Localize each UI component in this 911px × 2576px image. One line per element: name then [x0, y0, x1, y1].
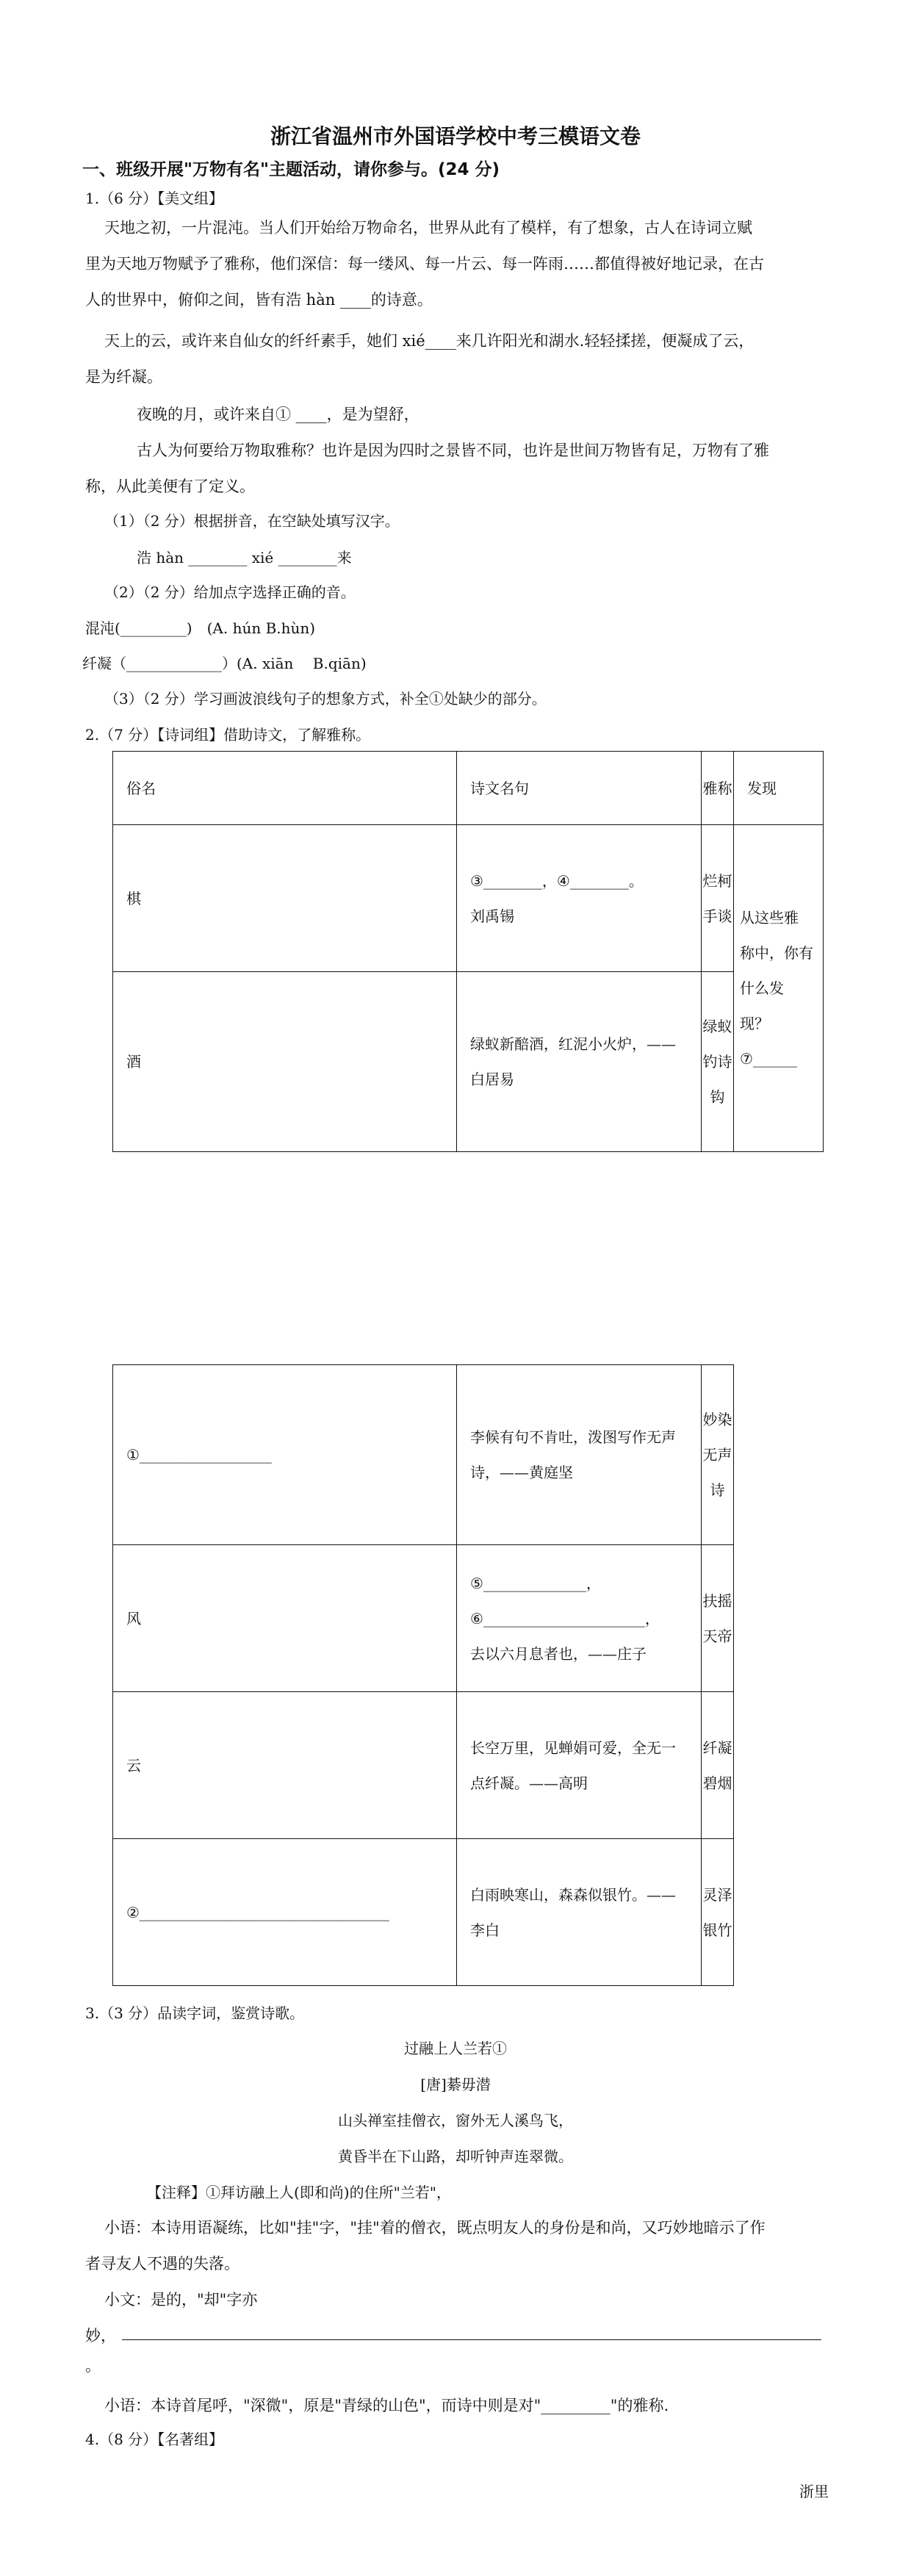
- table-cell-poem: [457, 1365, 702, 1545]
- poem-line: ③________，④________。: [470, 871, 644, 890]
- paragraph-line: 。: [85, 2357, 101, 2375]
- poem-line: ⑥______________________，: [470, 1609, 660, 1627]
- table-cell-poem: [457, 825, 702, 972]
- paragraph-line: 小语：本诗首尾呼，"深微"，原是"青绿的山色"，而诗中则是对"_________"的雅称.: [104, 2397, 669, 2414]
- sub-question-2-item-b: 纤凝（_____________）(A. xiān B.qiān): [82, 655, 367, 672]
- paragraph-line: 妙，: [85, 2327, 116, 2345]
- finding-line: 从这些雅: [740, 909, 799, 927]
- paragraph-line: 古人为何要给万物取雅称？也许是因为四时之景皆不同，也许是世间万物皆有足，万物有了雅: [137, 442, 769, 459]
- finding-line: 现？: [740, 1015, 769, 1032]
- poem-note: 【注释】①拜访融上人(即和尚)的住所"兰若"，: [147, 2184, 452, 2201]
- poem-line: 李候有句不肯吐，泼图写作无声: [470, 1428, 676, 1446]
- paragraph-line: 夜晚的月，或许来自① ____，是为望舒，: [137, 406, 420, 423]
- table-cell-poem: [457, 1839, 702, 1986]
- section-heading: 一、班级开展"万物有名"主题活动，请你参与。(24 分): [82, 160, 500, 179]
- finding-line: ⑦______: [740, 1050, 797, 1068]
- table-cell-alias: 烂柯手谈: [702, 825, 734, 972]
- table-cell-poem: [457, 1692, 702, 1839]
- finding-line: 什么发: [740, 979, 784, 997]
- table-cell-name: 棋: [113, 825, 457, 972]
- paragraph-line: 天上的云，或许来自仙女的纤纤素手，她们 xié____来几许阳光和湖水.轻轻揉搓，便凝成了云，: [104, 332, 755, 350]
- table-header-alias: 雅称: [702, 752, 734, 825]
- question-2-heading: 2.（7 分）【诗词组】借助诗文，了解雅称。: [85, 726, 371, 744]
- table-cell-alias: 纤凝碧烟: [702, 1692, 734, 1839]
- poem-line: ⑤______________，: [470, 1574, 601, 1592]
- table-cell-name: 风: [113, 1545, 457, 1692]
- question-3-heading: 3.（3 分）品读字词，鉴赏诗歌。: [85, 2004, 305, 2022]
- sub-question-1: （1）（2 分）根据拼音，在空缺处填写汉字。: [104, 512, 400, 530]
- sub-question-2: （2）（2 分）给加点字选择正确的音。: [104, 583, 356, 601]
- poem-title: 过融上人兰若①: [404, 2040, 507, 2057]
- poem-line: 黄昏半在下山路，却听钟声连翠微。: [338, 2148, 573, 2165]
- table-cell-alias: 绿蚁钓诗钩: [702, 972, 734, 1152]
- poem-line: 刘禹锡: [470, 907, 514, 925]
- table-header-finding: 发现: [734, 752, 824, 825]
- question-4-heading: 4.（8 分）【名著组】: [85, 2431, 224, 2448]
- table-header-poem: 诗文名句: [457, 752, 702, 825]
- table-cell-poem: [457, 1545, 702, 1692]
- table-cell-name: ①__________________: [113, 1365, 457, 1545]
- poem-line: 白居易: [470, 1071, 514, 1088]
- poem-line: 山头禅室挂僧衣，窗外无人溪鸟飞，: [338, 2112, 573, 2129]
- table-cell-alias: 扶摇天帝: [702, 1545, 734, 1692]
- paragraph-line: 小文：是的，"却"字亦: [104, 2291, 258, 2309]
- table-header-name: 俗名: [113, 752, 457, 825]
- poem-line: 诗，——黄庭坚: [470, 1464, 573, 1481]
- poem-author: [唐]綦毋潜: [420, 2076, 491, 2093]
- paragraph-line: 称，从此美便有了定义。: [85, 478, 255, 495]
- table-cell-name: ②__________________________________: [113, 1839, 457, 1986]
- paragraph-line: 小语：本诗用语凝练，比如"挂"字，"挂"着的僧衣，既点明友人的身份是和尚，又巧妙地暗示了作: [104, 2219, 766, 2237]
- finding-line: 称中，你有: [740, 944, 813, 962]
- table-cell-alias: 灵泽银竹: [702, 1839, 734, 1986]
- sub-question-1-answer: 浩 hàn ________ xié ________来: [137, 549, 352, 566]
- poem-line: 李白: [470, 1921, 500, 1939]
- paragraph-line: 里为天地万物赋予了雅称，他们深信：每一缕风、每一片云、每一阵雨……都值得被好地记录，在古: [85, 255, 764, 273]
- poem-line: 长空万里，见蝉娟可爱，全无一: [470, 1738, 676, 1757]
- poem-line: 绿蚁新醅酒，红泥小火炉，——: [470, 1035, 676, 1053]
- alias-table-part-2: [112, 1364, 734, 1986]
- question-1-heading: 1.（6 分）【美文组】: [85, 190, 224, 207]
- paragraph-line: 是为纤凝。: [85, 368, 162, 386]
- table-cell-name: 云: [113, 1692, 457, 1839]
- table-cell-alias: 妙染无声诗: [702, 1365, 734, 1545]
- poem-line: 点纤凝。——高明: [470, 1774, 588, 1792]
- paragraph-line: 天地之初，一片混沌。当人们开始给万物命名，世界从此有了模样，有了想象，古人在诗词立赋: [104, 219, 752, 237]
- alias-table-part-1: [112, 751, 824, 1152]
- sub-question-2-item-a: 混沌(_________) (A. hún B.hùn): [85, 619, 316, 637]
- table-cell-poem: [457, 972, 702, 1152]
- document-title: 浙江省温州市外国语学校中考三模语文卷: [270, 124, 641, 148]
- answer-blank-line: [122, 2339, 821, 2340]
- table-cell-finding: [734, 825, 824, 1152]
- poem-line: 去以六月息者也，——庄子: [470, 1644, 647, 1663]
- paragraph-line: 者寻友人不遇的失落。: [85, 2255, 240, 2273]
- table-cell-name: 酒: [113, 972, 457, 1152]
- page-footer: 浙里: [799, 2483, 829, 2500]
- poem-line: 白雨映寒山，森森似银竹。——: [470, 1885, 676, 1904]
- paragraph-line: 人的世界中，俯仰之间，皆有浩 hàn ____的诗意。: [85, 291, 433, 309]
- sub-question-3: （3）（2 分）学习画波浪线句子的想象方式，补全①处缺少的部分。: [104, 690, 547, 708]
